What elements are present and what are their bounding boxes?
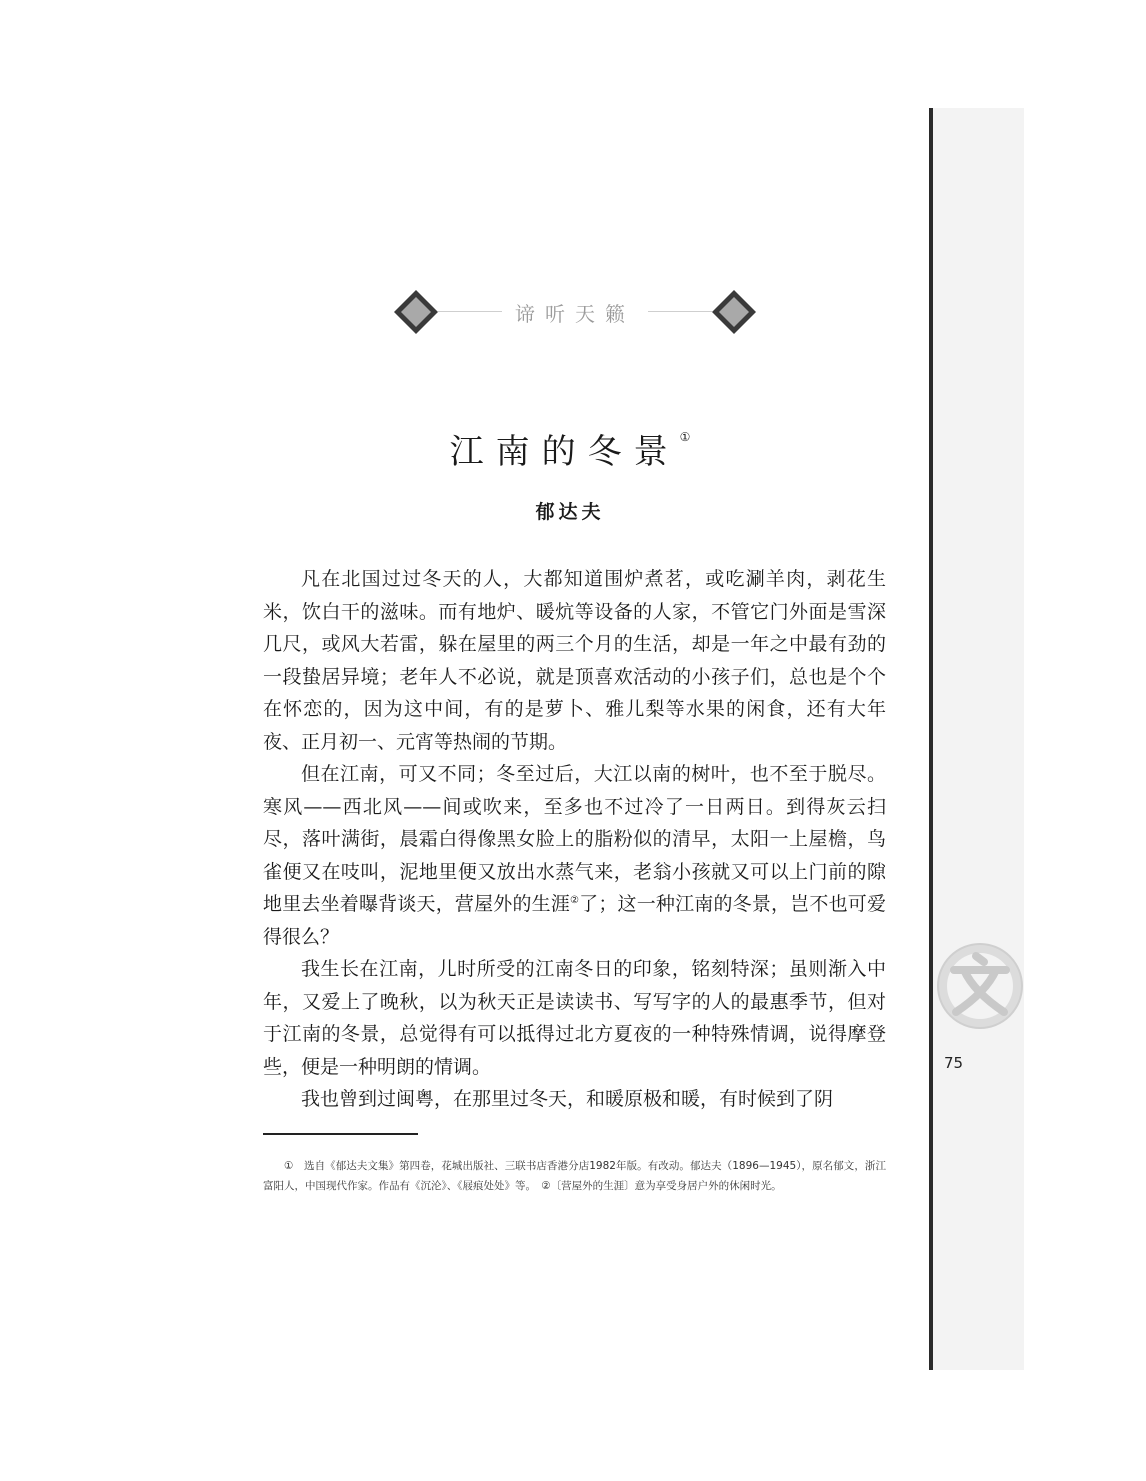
section-title: 谛听天籁 xyxy=(515,302,635,326)
article-title-text: 江南的冬景 xyxy=(449,432,680,472)
footnote: ① 选自《郁达夫文集》第四卷，花城出版社、三联书店香港分店1982年版。有改动。郁达夫（1896—1945），原名郁文，浙江富阳人，中国现代作家。作品有《沉沦》、《屐痕处处》等。 ②〔营屋外的生涯〕意为享受身居户外的休闲时光。 xyxy=(263,1160,886,1192)
header-rule-left xyxy=(438,311,502,312)
article-body xyxy=(263,563,886,1116)
right-margin-band xyxy=(932,108,1024,1370)
paragraph: 我也曾到过闽粤，在那里过冬天，和暖原极和暖，有时候到了阴 xyxy=(301,1088,834,1110)
section-header xyxy=(390,288,760,336)
paragraph: 凡在北国过过冬天的人，大都知道围炉煮茗，或吃涮羊肉，剥花生米，饮白干的滋味。而有地炉、暖炕等设备的人家，不管它门外面是雪深几尺，或风大若雷，躲在屋里的两三个月的生活，却是一年之中最有劲的一段蛰居异境；老年人不必说，就是顶喜欢活动的小孩子们，总也是个个在怀恋的，因为这中间，有的是萝卜、雅儿梨等水果的闲食，还有大年夜、正月初一、元宵等热闹的节期。 xyxy=(263,568,886,753)
footnote-marker: ② xyxy=(570,895,580,906)
diamond-ornament-icon xyxy=(710,288,758,336)
author-name: 郁达夫 xyxy=(535,501,605,523)
footnote-rule xyxy=(263,1133,418,1135)
title-footnote-marker: ① xyxy=(679,430,691,444)
diamond-ornament-icon xyxy=(392,288,440,336)
paragraph: 我生长在江南，儿时所受的江南冬日的印象，铭刻特深；虽则渐入中年，又爱上了晚秋，以为秋天正是读读书、写写字的人的最惠季节，但对于江南的冬景，总觉得有可以抵得过北方夏夜的一种特殊情调，说得摩登些，便是一种明朗的情调。 xyxy=(263,958,886,1078)
footnotes xyxy=(263,1156,886,1196)
article-title xyxy=(360,424,780,473)
margin-rule xyxy=(929,108,933,1370)
paragraph: 但在江南，可又不同；冬至过后，大江以南的树叶，也不至于脱尽。寒风——西北风——间或吹来，至多也不过冷了一日两日。到得灰云扫尽，落叶满街，晨霜白得像黑女脸上的脂粉似的清早，太阳一上屋檐，鸟雀便又在吱叫，泥地里便又放出水蒸气来，老翁小孩就又可以上门前的隙地里去坐着曝背谈天，营屋外的生涯②了；这一种江南的冬景，岂不也可爱得很么？ xyxy=(263,763,886,948)
wen-seal-icon xyxy=(934,940,1026,1032)
header-rule-right xyxy=(648,311,712,312)
page-number: 75 xyxy=(944,1054,964,1072)
